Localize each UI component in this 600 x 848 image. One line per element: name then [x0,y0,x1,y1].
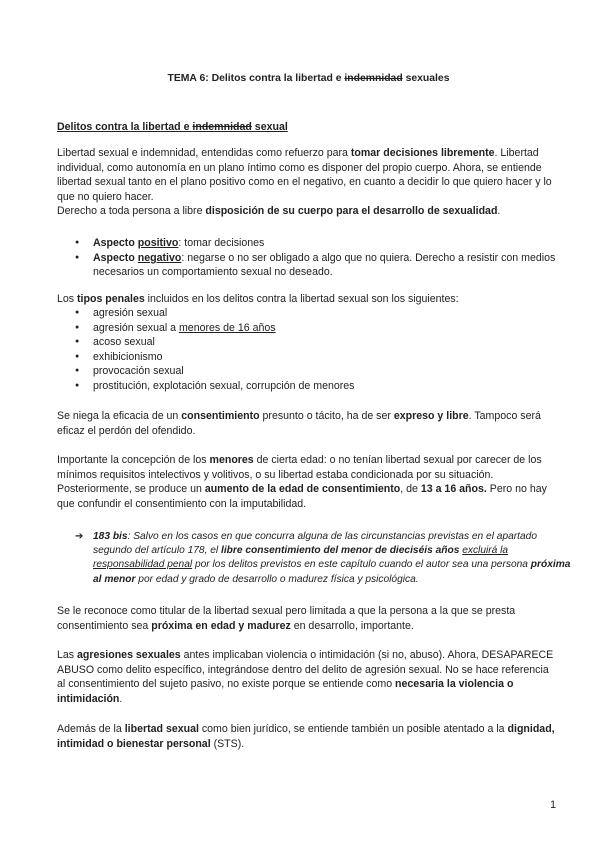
list-item: ● agresión sexual [57,306,557,321]
paragraph-titular: Se le reconoce como titular de la libertad sexual pero limitada a que la persona a la que se presta consentimiento sea próxima en edad y madurez en desarrollo, importante. [57,605,516,632]
aspects-list [57,236,557,280]
paragraph-consentimiento: Se niega la eficacia de un consentimiento presunto o tácito, ha de ser expreso y libre. Tampoco será eficaz el perdón del ofendido. [57,410,541,437]
list-item: ● Aspecto negativo: negarse o no ser obligado a algo que no quiera. Derecho a resistir con medios necesarios un comportamiento sexual no deseado. [57,251,557,280]
section-heading: Delitos contra la libertad e indemnidad sexual [57,121,288,133]
document-title: TEMA 6: Delitos contra la libertad e indemnidad sexuales [167,73,450,84]
paragraph-bien-juridico: Además de la libertad sexual como bien jurídico, se entiende también un posible atentado a la dignidad, intimidad o bienestar personal (STS). [57,723,555,750]
paragraph-tipos-penales: Los tipos penales incluidos en los delitos contra la libertad sexual son los siguientes: [57,293,459,305]
page-number: 1 [550,799,556,811]
tipos-list [57,306,557,394]
article-183-bis-quote: ➔ 183 bis: Salvo en los casos en que concurra alguna de las circunstancias previstas en el apartado segundo del artículo 178, el libre consentimiento del menor de dieciséis años excluirá la responsabilidad penal por los delitos previstos en este capítulo cuando el autor sea una persona próxima al menor por edad y grado de desarrollo o madurez física y psicológica. [75,531,571,585]
list-item: ● exhibicionismo [57,350,557,365]
paragraph-menores: Importante la concepción de los menores de cierta edad: o no tenían libertad sexual por carecer de los mínimos requisitos intelectivos y volitivos, o su libertad estaba condicionada por su situación. Posteriormente, se produce un aumento de la edad de consentimiento, de 13 a 16 años. Pero no hay que confundir el consentimiento con la imputabilidad. [57,454,547,510]
list-item: ● prostitución, explotación sexual, corrupción de menores [57,379,557,394]
paragraph-libertad-sexual: Libertad sexual e indemnidad, entendidas como refuerzo para tomar decisiones libremente. Libertad individual, como autonomía en un plano íntimo como es disponer del propio cuerpo. Ahora, se entiende libertad sexual tanto en el plano positivo como en el negativo, en cuanto a decidir lo que quiero hacer y lo que no quiero hacer. Derecho a toda persona a libre disposición de su cuerpo para el desarrollo de sexualidad. [57,147,552,218]
paragraph-agresiones: Las agresiones sexuales antes implicaban violencia o intimidación (si no, abuso). Ahora, DESAPARECE ABUSO como delito específico, integrándose dentro del delito de agresión sexual. No se hace referencia al consentimiento del sujeto pasivo, no existe porque se entiende como necesaria la violencia o intimidación. [57,649,554,705]
arrow-icon: ➔ [75,531,84,542]
sub-list-item: ● agresión sexual a menores de 16 años [57,321,557,336]
list-item: ● provocación sexual [57,364,557,379]
list-item: ● Aspecto positivo: tomar decisiones [57,236,557,251]
list-item: ● acoso sexual [57,335,557,350]
